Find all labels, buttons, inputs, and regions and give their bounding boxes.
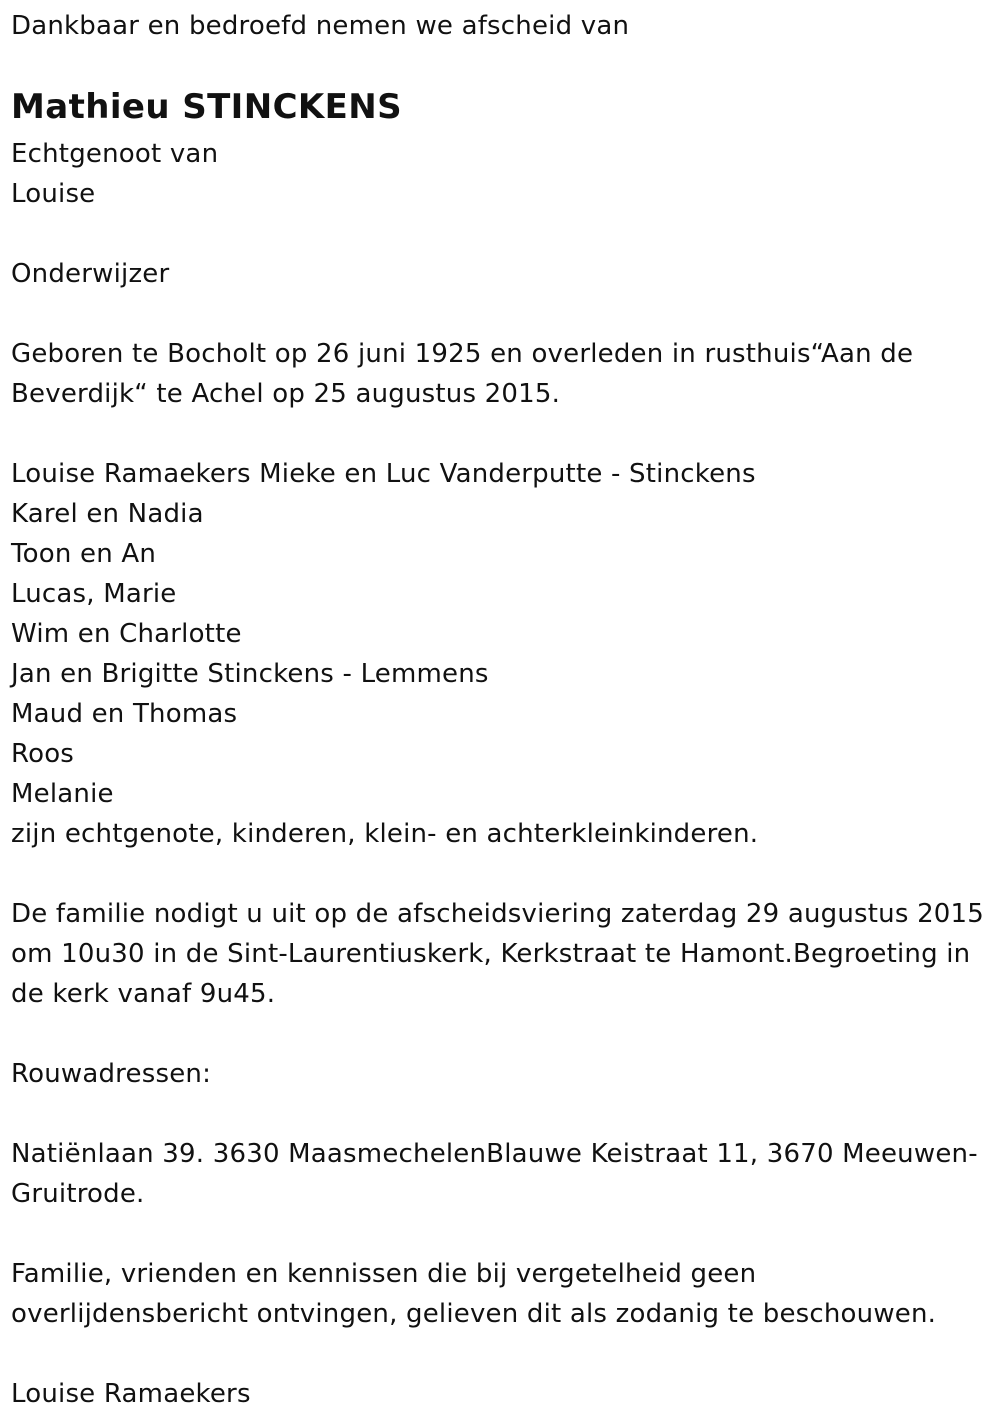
family-line: Louise Ramaekers Mieke en Luc Vanderputte - Stinckens [11,459,756,489]
spouse-name: Louise [11,179,96,209]
notice-line: overlijdensbericht ontvingen, gelieven dit als zodanig te beschouwen. [11,1299,937,1329]
obituary-notice [11,6,991,1414]
family-line: Lucas, Marie [11,579,177,609]
family-line: Melanie [11,779,114,809]
ceremony-line: de kerk vanaf 9u45. [11,979,276,1009]
signature: Louise Ramaekers [11,1379,251,1409]
family-line: Jan en Brigitte Stinckens - Lemmens [11,659,489,689]
family-line: Wim en Charlotte [11,619,242,649]
family-line: Toon en An [11,539,157,569]
birth-death-line: Geboren te Bocholt op 26 juni 1925 en overleden in rusthuis“Aan de [11,339,914,369]
family-line: Maud en Thomas [11,699,238,729]
address-line: Gruitrode. [11,1179,145,1209]
spacer [11,854,991,894]
spacer [11,1214,991,1254]
ceremony-line: om 10u30 in de Sint-Laurentiuskerk, Kerkstraat te Hamont.Begroeting in [11,939,971,969]
spacer [11,414,991,454]
profession: Onderwijzer [11,259,170,289]
spacer [11,1094,991,1134]
spacer [11,294,991,334]
spacer [11,214,991,254]
address-line: Natiënlaan 39. 3630 MaasmechelenBlauwe Keistraat 11, 3670 Meeuwen- [11,1139,978,1169]
deceased-name: Mathieu STINCKENS [11,87,403,127]
spouse-label: Echtgenoot van [11,139,219,169]
spacer [11,1334,991,1374]
spacer [11,1014,991,1054]
notice-line: Familie, vrienden en kennissen die bij vergetelheid geen [11,1259,757,1289]
intro-text: Dankbaar en bedroefd nemen we afscheid van [11,11,630,41]
family-line: Roos [11,739,75,769]
birth-death-line: Beverdijk“ te Achel op 25 augustus 2015. [11,379,561,409]
family-line: zijn echtgenote, kinderen, klein- en achterkleinkinderen. [11,819,759,849]
ceremony-line: De familie nodigt u uit op de afscheidsviering zaterdag 29 augustus 2015 [11,899,985,929]
family-line: Karel en Nadia [11,499,204,529]
addresses-label: Rouwadressen: [11,1059,212,1089]
